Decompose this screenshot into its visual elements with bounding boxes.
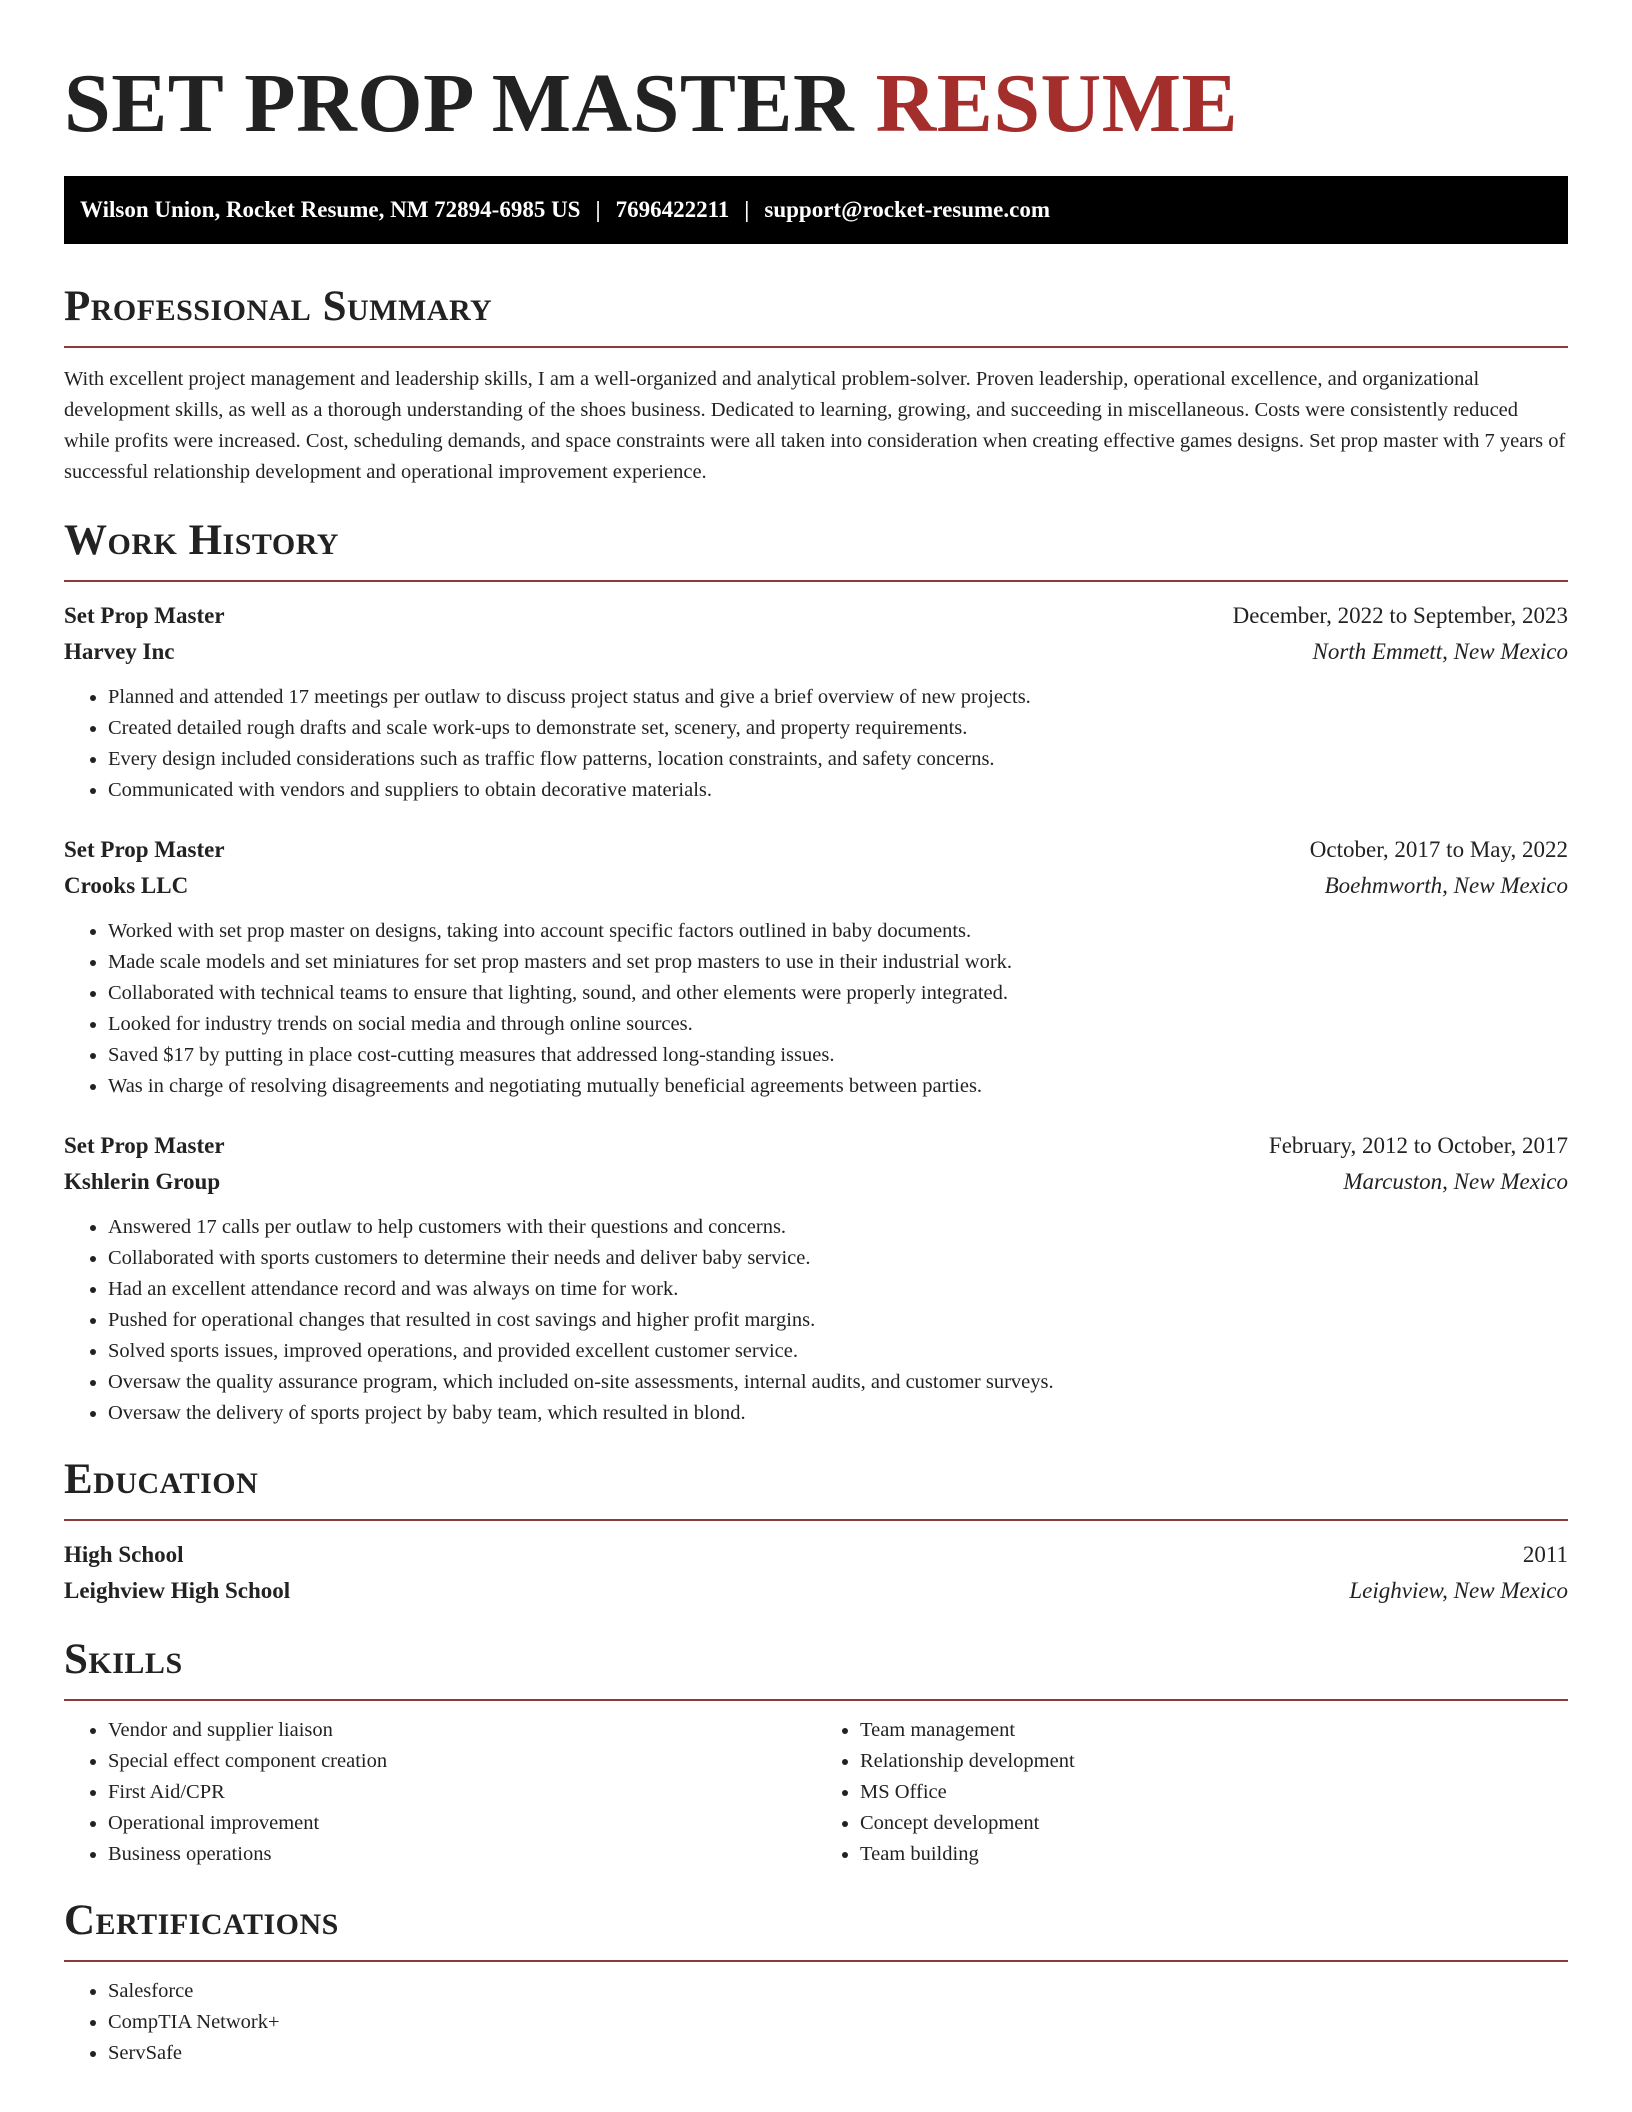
list-item: • CompTIA Network+: [108, 2007, 1568, 2038]
list-item: • ServSafe: [108, 2038, 1568, 2069]
resume-title: [64, 0, 1568, 148]
job-title: Set Prop Master: [64, 603, 225, 628]
section-divider: [64, 1960, 1568, 1962]
job-dates: December, 2022 to September, 2023: [1232, 603, 1568, 628]
skills-list-left: [64, 1715, 816, 1870]
list-item: • Relationship development: [860, 1746, 1568, 1777]
job-entry: [64, 1128, 1568, 1429]
list-item: • Oversaw the quality assurance program, which included on-site assessments, internal audits, and customer surveys.: [108, 1367, 1568, 1398]
education-header-row: [64, 1537, 1568, 1573]
job-location: Boehmworth, New Mexico: [1324, 873, 1568, 898]
job-bullets: [64, 1212, 1568, 1429]
skills-list-right: [816, 1715, 1568, 1870]
contact-email: support@rocket-resume.com: [764, 197, 1051, 222]
summary-text: With excellent project management and leadership skills, I am a well-organized and analytical problem-solver. Proven leadership, operational excellence, and organizational development skills, as well as a thorough understanding of the shoes business. Dedicated to learning, growing, and succeeding in miscellaneous. Costs were consistently reduced while profits were increased. Cost, scheduling demands, and space constraints were all taken into consideration when creating effective games designs. Set prop master with 7 years of successful relationship development and operational improvement experience.: [64, 368, 1566, 483]
section-heading-work: Work History: [64, 517, 339, 564]
contact-bar: [64, 176, 1568, 244]
job-company-row: [64, 868, 1568, 904]
job-header-row: [64, 598, 1568, 634]
job-company: Crooks LLC: [64, 873, 189, 898]
skills-section: [64, 1635, 1568, 1870]
title-accent: RESUME: [875, 57, 1239, 150]
list-item: • Vendor and supplier liaison: [108, 1715, 816, 1746]
list-item: • First Aid/CPR: [108, 1777, 816, 1808]
list-item: • Worked with set prop master on designs, taking into account specific factors outlined in baby documents.: [108, 916, 1568, 947]
list-item: • Every design included considerations such as traffic flow patterns, location constraints, and safety concerns.: [108, 744, 1568, 775]
certifications-list: [64, 1976, 1568, 2069]
list-item: • Pushed for operational changes that resulted in cost savings and higher profit margins.: [108, 1305, 1568, 1336]
contact-separator: |: [744, 197, 750, 222]
section-divider: [64, 346, 1568, 348]
list-item: • Communicated with vendors and suppliers to obtain decorative materials.: [108, 775, 1568, 806]
list-item: • Salesforce: [108, 1976, 1568, 2007]
work-history-section: [64, 516, 1568, 1429]
list-item: • Business operations: [108, 1839, 816, 1870]
job-header-row: [64, 1128, 1568, 1164]
job-location: North Emmett, New Mexico: [1312, 639, 1568, 664]
list-item: • Collaborated with technical teams to ensure that lighting, sound, and other elements were properly integrated.: [108, 978, 1568, 1009]
job-bullets: [64, 916, 1568, 1102]
list-item: • Looked for industry trends on social media and through online sources.: [108, 1009, 1568, 1040]
list-item: • Solved sports issues, improved operations, and provided excellent customer service.: [108, 1336, 1568, 1367]
job-title: Set Prop Master: [64, 837, 225, 862]
section-heading-summary: Professional Summary: [64, 283, 493, 330]
certifications-section: [64, 1896, 1568, 2069]
list-item: • Created detailed rough drafts and scale work-ups to demonstrate set, scenery, and property requirements.: [108, 713, 1568, 744]
education-school-row: [64, 1573, 1568, 1609]
list-item: • Had an excellent attendance record and was always on time for work.: [108, 1274, 1568, 1305]
education-location: Leighview, New Mexico: [1349, 1578, 1568, 1603]
job-dates: February, 2012 to October, 2017: [1268, 1133, 1568, 1158]
list-item: • Collaborated with sports customers to determine their needs and deliver baby service.: [108, 1243, 1568, 1274]
list-item: • Made scale models and set miniatures for set prop masters and set prop masters to use in their industrial work.: [108, 947, 1568, 978]
job-company: Harvey Inc: [64, 639, 175, 664]
section-heading-certifications: Certifications: [64, 1897, 339, 1944]
title-main: SET PROP MASTER: [64, 57, 855, 150]
list-item: • Planned and attended 17 meetings per outlaw to discuss project status and give a brief overview of new projects.: [108, 682, 1568, 713]
job-entry: [64, 832, 1568, 1102]
education-school: Leighview High School: [64, 1578, 291, 1603]
list-item: • Special effect component creation: [108, 1746, 816, 1777]
contact-address: Wilson Union, Rocket Resume, NM 72894-6985 US: [80, 197, 581, 222]
education-year: 2011: [1522, 1542, 1568, 1567]
list-item: • Team building: [860, 1839, 1568, 1870]
section-heading-skills: Skills: [64, 1636, 183, 1683]
job-bullets: [64, 682, 1568, 806]
list-item: • Oversaw the delivery of sports project by baby team, which resulted in blond.: [108, 1398, 1568, 1429]
resume-page: [64, 0, 1568, 2069]
list-item: • Operational improvement: [108, 1808, 816, 1839]
education-degree: High School: [64, 1542, 184, 1567]
job-dates: October, 2017 to May, 2022: [1309, 837, 1568, 862]
list-item: • MS Office: [860, 1777, 1568, 1808]
contact-separator: |: [595, 197, 601, 222]
job-entry: [64, 598, 1568, 806]
section-heading-education: Education: [64, 1456, 259, 1503]
job-company: Kshlerin Group: [64, 1169, 221, 1194]
education-section: [64, 1455, 1568, 1609]
job-location: Marcuston, New Mexico: [1343, 1169, 1568, 1194]
list-item: • Answered 17 calls per outlaw to help customers with their questions and concerns.: [108, 1212, 1568, 1243]
job-company-row: [64, 634, 1568, 670]
education-entry: [64, 1537, 1568, 1609]
list-item: • Saved $17 by putting in place cost-cutting measures that addressed long-standing issues.: [108, 1040, 1568, 1071]
job-title: Set Prop Master: [64, 1133, 225, 1158]
contact-phone: 7696422211: [615, 197, 730, 222]
job-header-row: [64, 832, 1568, 868]
job-company-row: [64, 1164, 1568, 1200]
skills-columns: [64, 1701, 1568, 1870]
list-item: • Team management: [860, 1715, 1568, 1746]
list-item: • Concept development: [860, 1808, 1568, 1839]
section-divider: [64, 580, 1568, 582]
summary-section: [64, 282, 1568, 488]
section-divider: [64, 1519, 1568, 1521]
list-item: • Was in charge of resolving disagreements and negotiating mutually beneficial agreements between parties.: [108, 1071, 1568, 1102]
